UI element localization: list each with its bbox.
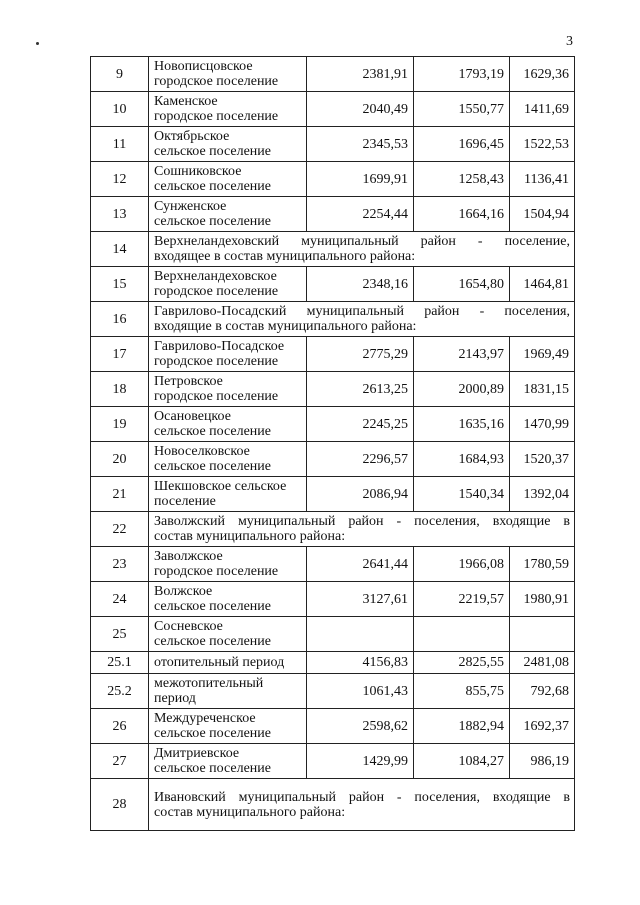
settlement-name-line: Каменское: [154, 94, 218, 109]
table-row: [91, 162, 575, 197]
settlement-name: [149, 92, 307, 127]
settlement-name-line: Заволжское: [154, 549, 223, 564]
value-1: 2381,91: [307, 57, 414, 92]
value-3: 1392,04: [510, 477, 575, 512]
district-heading-line: состав муниципального района:: [154, 804, 346, 820]
settlement-name-line: городское поселение: [154, 564, 279, 579]
value-2: 1966,08: [414, 547, 510, 582]
value-2: 2825,55: [414, 652, 510, 674]
table-row: [91, 372, 575, 407]
row-number: 24: [91, 582, 149, 617]
value-3: 1522,53: [510, 127, 575, 162]
settlement-name: [149, 407, 307, 442]
value-1: 2345,53: [307, 127, 414, 162]
value-1: 2254,44: [307, 197, 414, 232]
settlement-name-line: период: [154, 691, 196, 706]
settlement-name: [149, 267, 307, 302]
row-number: 26: [91, 709, 149, 744]
value-1: 2641,44: [307, 547, 414, 582]
row-number: 10: [91, 92, 149, 127]
value-1: 2598,62: [307, 709, 414, 744]
value-3: 792,68: [510, 674, 575, 709]
settlement-name-line: Новоселковское: [154, 444, 250, 459]
district-heading: [149, 232, 575, 267]
table-row: [91, 779, 575, 831]
settlement-name-line: сельское поселение: [154, 459, 271, 474]
table-row: [91, 232, 575, 267]
value-2: 1696,45: [414, 127, 510, 162]
value-3: 1780,59: [510, 547, 575, 582]
value-1: 4156,83: [307, 652, 414, 674]
table-row: [91, 674, 575, 709]
table-row: [91, 744, 575, 779]
district-heading-line: Гаврилово-Посадский муниципальный район - поселения,: [154, 304, 570, 319]
value-1: 2296,57: [307, 442, 414, 477]
settlement-name-line: Петровское: [154, 374, 223, 389]
settlement-name: [149, 442, 307, 477]
settlement-name: [149, 744, 307, 779]
settlement-name-line: городское поселение: [154, 74, 279, 89]
settlement-name-line: Сошниковское: [154, 164, 242, 179]
settlement-name-line: сельское поселение: [154, 634, 271, 649]
row-number: 14: [91, 232, 149, 267]
settlement-name: [149, 709, 307, 744]
value-1: 3127,61: [307, 582, 414, 617]
row-number: 25.1: [91, 652, 149, 674]
value-1: [307, 617, 414, 652]
settlement-name: [149, 337, 307, 372]
settlement-name: [149, 477, 307, 512]
table-row: [91, 652, 575, 674]
settlement-name-line: городское поселение: [154, 284, 279, 299]
table-row: [91, 57, 575, 92]
value-2: 1084,27: [414, 744, 510, 779]
settlement-name: [149, 652, 307, 674]
settlement-name-line: Новописцовское: [154, 59, 253, 74]
value-3: 1629,36: [510, 57, 575, 92]
value-2: [414, 617, 510, 652]
table-row: [91, 442, 575, 477]
table-row: [91, 302, 575, 337]
row-number: 17: [91, 337, 149, 372]
value-3: 1504,94: [510, 197, 575, 232]
settlement-name-line: сельское поселение: [154, 179, 271, 194]
settlement-name-line: сельское поселение: [154, 424, 271, 439]
value-2: 1684,93: [414, 442, 510, 477]
settlement-name: [149, 547, 307, 582]
settlement-name: [149, 674, 307, 709]
value-3: 2481,08: [510, 652, 575, 674]
value-3: 1136,41: [510, 162, 575, 197]
district-heading-line: Заволжский муниципальный район - поселения, входящие в: [154, 514, 570, 529]
settlement-name-line: межотопительный: [154, 676, 264, 691]
value-3: 1520,37: [510, 442, 575, 477]
district-heading: [149, 779, 575, 831]
table-row: [91, 407, 575, 442]
table-row: [91, 197, 575, 232]
value-1: 1061,43: [307, 674, 414, 709]
value-2: 2219,57: [414, 582, 510, 617]
table-row: [91, 512, 575, 547]
row-number: 11: [91, 127, 149, 162]
settlement-name: [149, 162, 307, 197]
value-1: 1699,91: [307, 162, 414, 197]
value-2: 1882,94: [414, 709, 510, 744]
scan-speck: [36, 42, 39, 45]
table-row: [91, 547, 575, 582]
row-number: 21: [91, 477, 149, 512]
value-3: 1470,99: [510, 407, 575, 442]
table-row: [91, 127, 575, 162]
settlement-name-line: Сосневское: [154, 619, 223, 634]
row-number: 16: [91, 302, 149, 337]
district-heading-line: Ивановский муниципальный район - поселения, входящие в: [154, 789, 570, 805]
settlement-name: [149, 197, 307, 232]
table-row: [91, 337, 575, 372]
settlement-name-line: Дмитриевское: [154, 746, 240, 761]
value-2: 1550,77: [414, 92, 510, 127]
district-heading: [149, 302, 575, 337]
row-number: 25.2: [91, 674, 149, 709]
settlement-name-line: сельское поселение: [154, 761, 271, 776]
row-number: 25: [91, 617, 149, 652]
settlement-name-line: Верхнеландеховское: [154, 269, 277, 284]
settlement-name-line: Осановецкое: [154, 409, 231, 424]
settlement-name-line: городское поселение: [154, 109, 279, 124]
value-1: 1429,99: [307, 744, 414, 779]
value-3: [510, 617, 575, 652]
value-2: 855,75: [414, 674, 510, 709]
row-number: 20: [91, 442, 149, 477]
row-number: 9: [91, 57, 149, 92]
value-2: 1654,80: [414, 267, 510, 302]
value-3: 986,19: [510, 744, 575, 779]
row-number: 15: [91, 267, 149, 302]
district-heading-line: входящие в состав муниципального района:: [154, 319, 417, 334]
value-3: 1831,15: [510, 372, 575, 407]
value-2: 1664,16: [414, 197, 510, 232]
settlement-name-line: Междуреченское: [154, 711, 256, 726]
settlement-name: [149, 617, 307, 652]
tariff-table: [90, 56, 575, 831]
settlement-name-line: поселение: [154, 494, 216, 509]
table-row: [91, 477, 575, 512]
value-2: 1635,16: [414, 407, 510, 442]
settlement-name: [149, 582, 307, 617]
value-3: 1464,81: [510, 267, 575, 302]
row-number: 18: [91, 372, 149, 407]
settlement-name: [149, 127, 307, 162]
table-row: [91, 582, 575, 617]
value-1: 2348,16: [307, 267, 414, 302]
value-2: 2000,89: [414, 372, 510, 407]
settlement-name-line: Шекшовское сельское: [154, 479, 287, 494]
settlement-name-line: сельское поселение: [154, 144, 271, 159]
settlement-name-line: сельское поселение: [154, 214, 271, 229]
table-row: [91, 617, 575, 652]
page-number: 3: [566, 34, 573, 49]
tariff-table-body: [91, 57, 575, 831]
district-heading-line: состав муниципального района:: [154, 529, 346, 544]
row-number: 12: [91, 162, 149, 197]
settlement-name-line: Октябрьское: [154, 129, 230, 144]
row-number: 23: [91, 547, 149, 582]
value-2: 2143,97: [414, 337, 510, 372]
settlement-name-line: сельское поселение: [154, 599, 271, 614]
district-heading: [149, 512, 575, 547]
district-heading-line: входящее в состав муниципального района:: [154, 249, 416, 264]
value-3: 1692,37: [510, 709, 575, 744]
value-1: 2613,25: [307, 372, 414, 407]
value-1: 2086,94: [307, 477, 414, 512]
settlement-name-line: Волжское: [154, 584, 213, 599]
row-number: 22: [91, 512, 149, 547]
value-1: 2245,25: [307, 407, 414, 442]
table-row: [91, 92, 575, 127]
settlement-name-line: Гаврилово-Посадское: [154, 339, 285, 354]
value-2: 1258,43: [414, 162, 510, 197]
row-number: 27: [91, 744, 149, 779]
settlement-name-line: Сунженское: [154, 199, 227, 214]
settlement-name-line: городское поселение: [154, 389, 279, 404]
table-row: [91, 709, 575, 744]
settlement-name-line: сельское поселение: [154, 726, 271, 741]
value-2: 1540,34: [414, 477, 510, 512]
district-heading-line: Верхнеландеховский муниципальный район - поселение,: [154, 234, 570, 249]
table-row: [91, 267, 575, 302]
row-number: 19: [91, 407, 149, 442]
settlement-name-line: городское поселение: [154, 354, 279, 369]
row-number: 28: [91, 779, 149, 831]
value-3: 1411,69: [510, 92, 575, 127]
settlement-name: [149, 57, 307, 92]
row-number: 13: [91, 197, 149, 232]
value-1: 2775,29: [307, 337, 414, 372]
value-2: 1793,19: [414, 57, 510, 92]
value-3: 1980,91: [510, 582, 575, 617]
settlement-name-line: отопительный период: [154, 655, 285, 670]
value-1: 2040,49: [307, 92, 414, 127]
value-3: 1969,49: [510, 337, 575, 372]
settlement-name: [149, 372, 307, 407]
